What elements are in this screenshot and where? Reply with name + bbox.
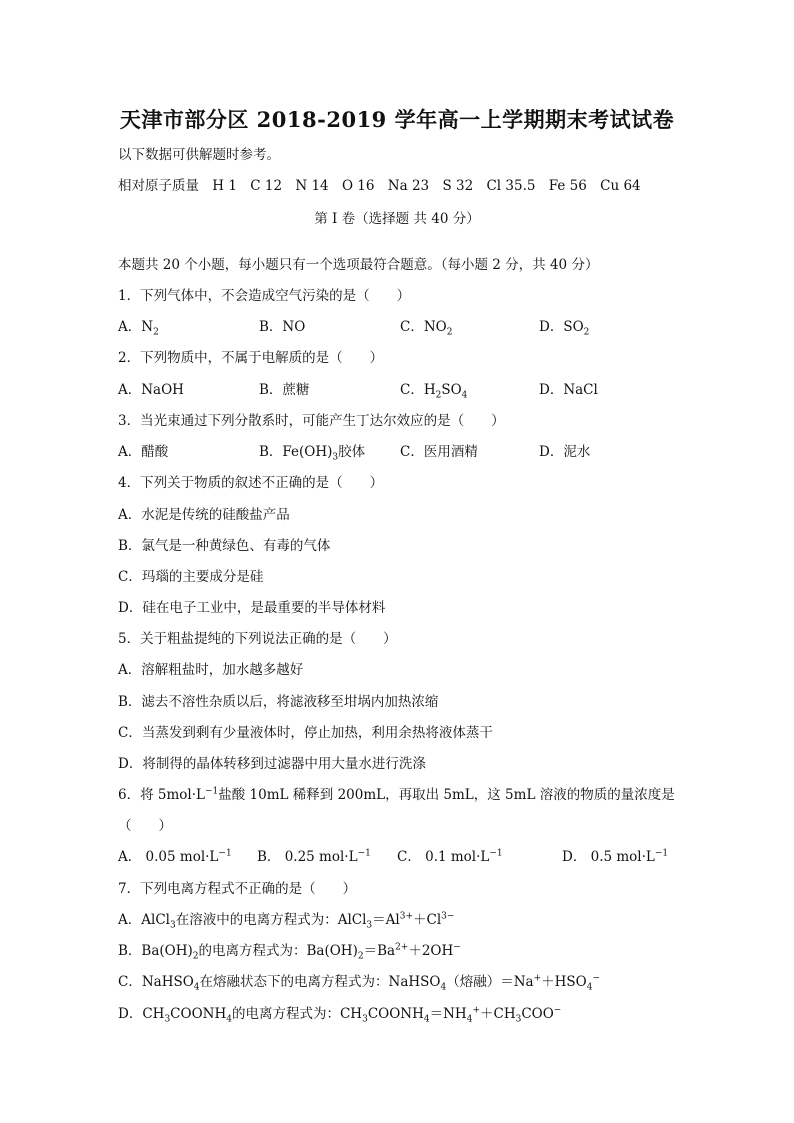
intro-text: 以下数据可供解题时参考。 xyxy=(118,147,280,163)
question-3-stem: 3．当光束通过下列分散系时，可能产生丁达尔效应的是（ ） xyxy=(118,413,505,429)
q3-option-c: C．医用酒精 xyxy=(400,444,478,460)
q7-option-b: B．$Ba(OH)_2$的电离方程式为：$Ba(OH)_2=Ba^{2+}+2OH^-$ xyxy=(118,942,461,962)
q7-option-d: D．$CH_3COONH_4$的电离方程式为：$CH_3COONH_4=NH_4^++CH_3COO^-$ xyxy=(118,1005,562,1025)
q6-option-c: C． 0.1 $mol\cdot L^{-1}$ xyxy=(397,848,503,865)
atomic-mass-item: C 12 xyxy=(250,178,283,194)
question-5-stem: 5．关于粗盐提纯的下列说法正确的是（ ） xyxy=(118,631,397,647)
q4-option-c: C．玛瑙的主要成分是硅 xyxy=(118,569,264,585)
q1-option-b: B．NO xyxy=(259,319,306,335)
q1-option-d: D．$SO_2$ xyxy=(539,319,590,338)
q7-option-a: A．AlCl$_3$在溶液中的电离方程式为：$AlCl_3=Al^{3+}+Cl^{3-}$ xyxy=(118,911,455,931)
q6-option-d: D． 0.5 $mol\cdot L^{-1}$ xyxy=(562,848,669,865)
section-title: 第 I 卷（选择题 共 40 分） xyxy=(314,211,480,227)
q5-option-a: A．溶解粗盐时，加水越多越好 xyxy=(118,662,304,678)
atomic-mass-item: S 32 xyxy=(442,178,474,194)
question-7-stem: 7．下列电离方程式不正确的是（ ） xyxy=(118,881,357,897)
atomic-mass-item: Na 23 xyxy=(387,178,430,194)
q2-option-d: D．NaCl xyxy=(539,382,598,398)
q5-option-c: C．当蒸发到剩有少量液体时，停止加热，利用余热将液体蒸干 xyxy=(118,725,493,741)
atomic-mass-item: Fe 56 xyxy=(548,178,587,194)
q6-option-a: A． 0.05 $mol\cdot L^{-1}$ xyxy=(118,848,232,865)
q2-option-a: A．NaOH xyxy=(118,382,184,398)
question-1-stem: 1．下列气体中，不会造成空气污染的是（ ） xyxy=(118,288,411,304)
q5-option-d: D．将制得的晶体转移到过滤器中用大量水进行洗涤 xyxy=(118,756,426,772)
q1-option-a: A．$N_2$ xyxy=(118,319,159,338)
atomic-mass-item: H 1 xyxy=(212,178,237,194)
q1-option-c: C．$NO_2$ xyxy=(400,319,453,338)
question-6-paren: （ ） xyxy=(118,818,172,834)
q3-option-d: D．泥水 xyxy=(539,444,591,460)
q2-option-b: B．蔗糖 xyxy=(259,382,310,398)
q2-option-c: C．$H_2SO_4$ xyxy=(400,382,468,401)
question-2-stem: 2．下列物质中，不属于电解质的是（ ） xyxy=(118,350,384,366)
question-4-stem: 4．下列关于物质的叙述不正确的是（ ） xyxy=(118,475,384,491)
q3-option-a: A．醋酸 xyxy=(118,444,169,460)
atomic-mass-item: N 14 xyxy=(295,178,329,194)
atomic-mass-item: Cl 35.5 xyxy=(486,178,536,194)
page-title: 天津市部分区 2018-2019 学年高一上学期期末考试试卷 xyxy=(119,107,675,132)
q6-option-b: B． 0.25 $mol\cdot L^{-1}$ xyxy=(257,848,371,865)
q4-option-b: B．氯气是一种黄绿色、有毒的气体 xyxy=(118,538,331,554)
atomic-mass-list xyxy=(118,177,650,195)
atomic-mass-label: 相对原子质量 xyxy=(118,178,199,194)
q5-option-b: B．滤去不溶性杂质以后，将滤液移至坩埚内加热浓缩 xyxy=(118,694,439,710)
q4-option-a: A．水泥是传统的硅酸盐产品 xyxy=(118,507,290,523)
q4-option-d: D．硅在电子工业中，是最重要的半导体材料 xyxy=(118,600,386,616)
atomic-mass-item: O 16 xyxy=(341,178,375,194)
q3-option-b: B．$Fe(OH)_3$胶体 xyxy=(259,444,366,463)
question-6-stem: 6．将 $5mol\cdot L^{-1}$盐酸 10mL 稀释到 200mL，再取出 5mL，这 5mL 溶液的物质的量浓度是 xyxy=(118,786,675,803)
instructions: 本题共 20 个小题，每小题只有一个选项最符合题意。（每小题 2 分，共 40 分） xyxy=(118,257,599,273)
atomic-mass-item: Cu 64 xyxy=(600,178,641,194)
q7-option-c: C．NaHSO$_4$在熔融状态下的电离方程式为：NaHSO$_4$（熔融）$=Na^++HSO_4^-$ xyxy=(118,973,600,993)
